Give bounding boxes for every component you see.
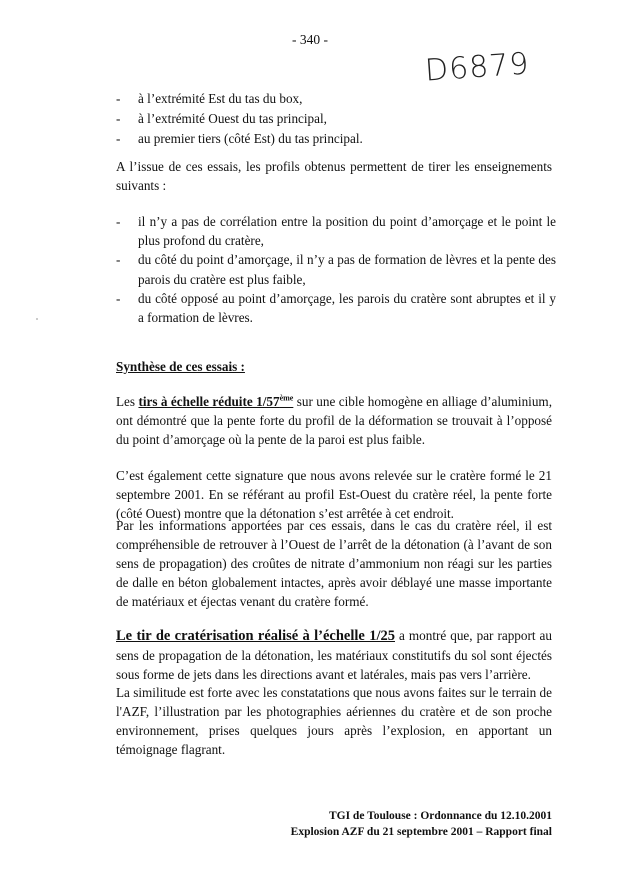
footer-line-2: Explosion AZF du 21 septembre 2001 – Rapport final [290, 826, 552, 838]
findings-list [116, 212, 556, 327]
footer [291, 808, 552, 840]
text: sur une cible homogène en alliage d’aluminium, ont démontré que la pente forte du profil de la déformation se trouvait à l’opposé du point d’amorçage où la pente de la paroi est plus faible. [116, 394, 552, 447]
list-item: - au premier tiers (côté Est) du tas principal. [116, 129, 556, 149]
section-heading: Synthèse de ces essais : [116, 359, 245, 374]
handwritten-reference: D6879 [423, 46, 531, 89]
synthesis-paragraph-5: La similitude est forte avec les constatations que nous avons faites sur le terrain de l'AZF, l’illustration par les photographies aériennes du cratère et de son proche environnement, prises quelques jours après l’explosion, en apportant un témoignage flagrant. [116, 685, 552, 757]
synthesis-paragraph-1 [116, 392, 552, 449]
list-item: - à l’extrémité Ouest du tas principal, [116, 109, 556, 129]
results-paragraph: A l’issue de ces essais, les profils obtenus permettent de tirer les enseignements suivants : [116, 159, 552, 193]
intro-bullet-list [116, 89, 556, 149]
list-item: - du côté du point d’amorçage, il n’y a pas de formation de lèvres et la pente des parois du cratère est plus faible, [116, 250, 556, 288]
scan-speck [36, 318, 38, 320]
list-item: - du côté opposé au point d’amorçage, les parois du cratère sont abruptes et il y a formation de lèvres. [116, 289, 556, 327]
superscript: ème [279, 393, 294, 403]
synthesis-paragraph-3: Par les informations apportées par ces essais, dans le cas du cratère réel, il est compréhensible de retrouver à l’Ouest de l’arrêt de la détonation (à l’avant de son sens de propagation) des croûtes de nitrate d’ammonium non réagi sur les parties de dalle en béton globalement intactes, après avoir déblayé une masse importante de matériaux et éjectas venant du cratère formé. [116, 518, 552, 609]
bold-underlined-term [138, 394, 293, 409]
footer-line-1: TGI de Toulouse : Ordonnance du 12.10.2001 [328, 810, 552, 822]
list-item: - il n’y a pas de corrélation entre la position du point d’amorçage et le point le plus profond du cratère, [116, 212, 556, 250]
synthesis-paragraph-2: C’est également cette signature que nous avons relevée sur le cratère formé le 21 septembre 2001. En se référant au profil Est-Ouest du cratère réel, la pente forte (côté Ouest) montre que la détonation s’est arrêtée à cet endroit. [116, 468, 552, 521]
text: a montré que, par rapport au sens de propagation de la détonation, les matériaux constitutifs du sol sont éjectés sous forme de jets dans les directions avant et latérales, mais pas vers l’arrière. [116, 628, 552, 682]
synthesis-paragraph-4 [116, 626, 552, 684]
bold-underlined-term: Le tir de cratérisation réalisé à l’échelle 1/25 [116, 628, 395, 644]
list-item: - à l’extrémité Est du tas du box, [116, 89, 556, 109]
term-text: tirs à échelle réduite 1/57 [138, 394, 280, 409]
page-number: - 340 - [292, 32, 328, 47]
text: Les [116, 394, 139, 409]
